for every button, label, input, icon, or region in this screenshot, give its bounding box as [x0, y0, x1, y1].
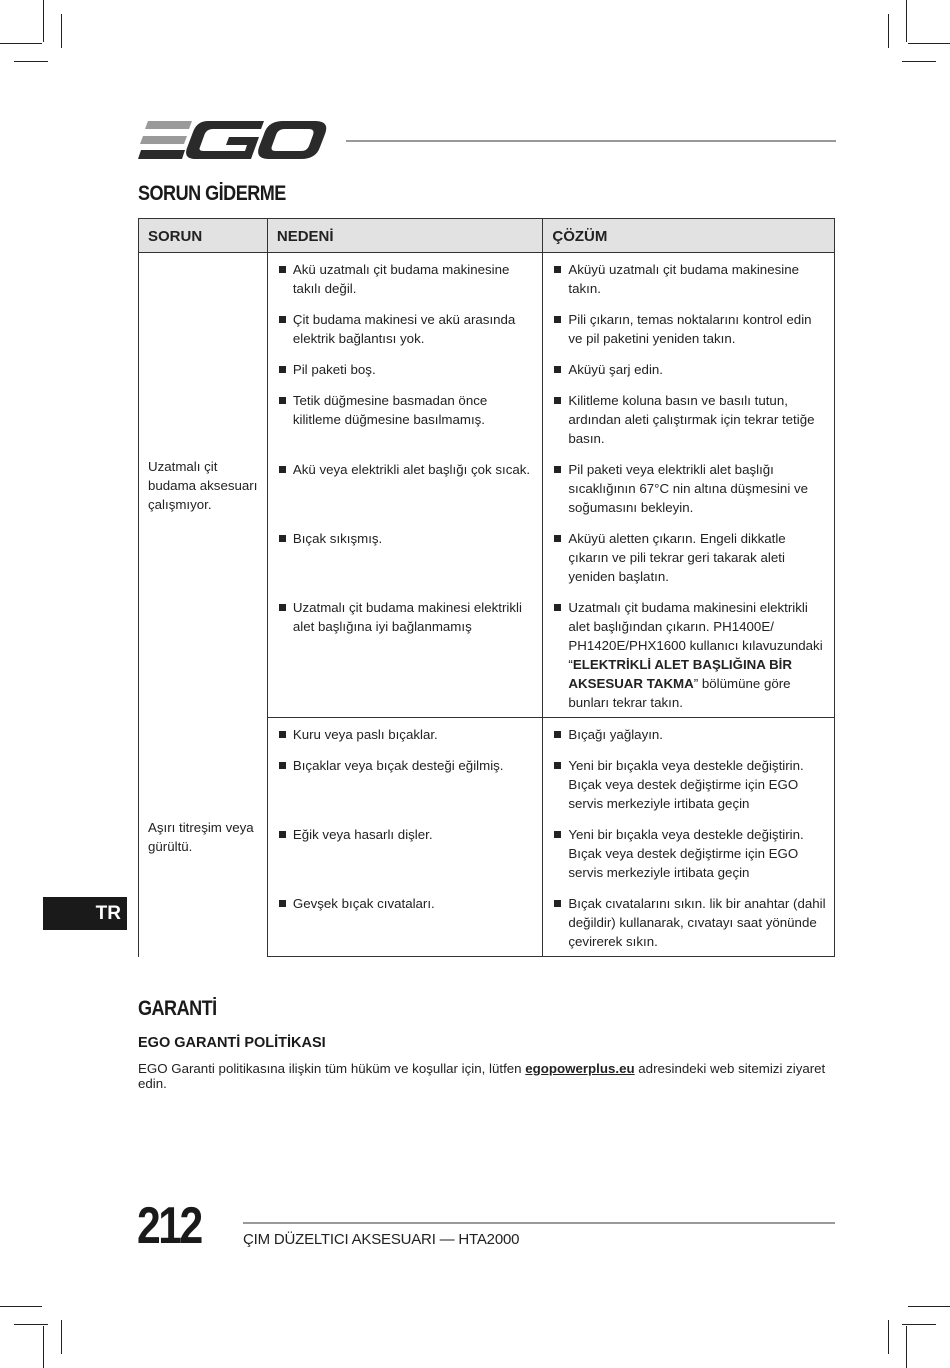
cause-cell: Çit budama makinesi ve akü arasında elektrik bağlantısı yok. — [267, 303, 543, 353]
bullet-icon — [554, 529, 568, 586]
crop-mark — [906, 1326, 907, 1368]
footer-rule — [243, 1222, 835, 1224]
bold-reference: ELEKTRİKLİ ALET BAŞLIĞINA BİR AKSESUAR TAKMA — [568, 657, 792, 691]
crop-mark — [0, 43, 42, 44]
solution-cell: Pil paketi veya elektrikli alet başlığı sıcaklığının 67°C nin altına düşmesini ve soğumasını bekleyin. — [543, 453, 835, 522]
bullet-icon — [279, 756, 293, 775]
bullet-icon — [554, 825, 568, 882]
bullet-icon — [554, 310, 568, 348]
cause-cell: Eğik veya hasarlı dişler. — [267, 818, 543, 887]
bullet-icon — [554, 391, 568, 448]
problem-cell: Uzatmalı çit budama aksesuarı çalışmıyor. — [139, 253, 268, 718]
solution-cell: Yeni bir bıçakla veya destekle değiştirin. Bıçak veya destek değiştirme için EGO servis merkeziyle irtibata geçin — [543, 818, 835, 887]
bullet-icon — [279, 360, 293, 379]
crop-mark — [888, 1320, 889, 1354]
crop-mark — [61, 14, 62, 48]
footer-title: ÇIM DÜZELTICI AKSESUARI — HTA2000 — [243, 1231, 520, 1248]
bullet-icon — [279, 825, 293, 844]
bullet-icon — [554, 360, 568, 379]
crop-mark — [0, 1306, 42, 1307]
solution-cell: Yeni bir bıçakla veya destekle değiştirin. Bıçak veya destek değiştirme için EGO servis merkeziyle irtibata geçin — [543, 749, 835, 818]
cause-cell: Tetik düğmesine basmadan önce kilitleme düğmesine basılmamış. — [267, 384, 543, 453]
solution-cell: Kilitleme koluna basın ve basılı tutun, ardından aleti çalıştırmak için tekrar tetiğe basın. — [543, 384, 835, 453]
cause-cell: Pil paketi boş. — [267, 353, 543, 384]
cause-cell: Kuru veya paslı bıçaklar. — [267, 718, 543, 750]
cause-cell: Gevşek bıçak cıvataları. — [267, 887, 543, 957]
crop-mark — [888, 14, 889, 48]
crop-mark — [61, 1320, 62, 1354]
bullet-icon — [279, 894, 293, 913]
solution-cell: Aküyü aletten çıkarın. Engeli dikkatle çıkarın ve pili tekrar geri takarak aleti yeniden başlatın. — [543, 522, 835, 591]
bullet-icon — [554, 756, 568, 813]
solution-cell: Aküyü uzatmalı çit budama makinesine takın. — [543, 253, 835, 304]
cause-cell: Bıçak sıkışmış. — [267, 522, 543, 591]
solution-cell: Pili çıkarın, temas noktalarını kontrol edin ve pil paketini yeniden takın. — [543, 303, 835, 353]
section-title-warranty: GARANTİ — [138, 997, 217, 1020]
bullet-icon — [554, 598, 568, 712]
crop-mark — [902, 61, 936, 62]
bullet-icon — [279, 460, 293, 479]
ego-logo — [138, 118, 328, 162]
bullet-icon — [279, 725, 293, 744]
bullet-icon — [279, 598, 293, 636]
solution-cell: Aküyü şarj edin. — [543, 353, 835, 384]
solution-cell: Uzatmalı çit budama makinesini elektrikli alet başlığından çıkarın. PH1400E/ PH1420E/PHX1600 kullanıcı kılavuzundaki “ELEKTRİKLİ ALET BAŞLIĞINA BİR AKSESUAR TAKMA” bölümüne göre bunları tekrar takın. — [543, 591, 835, 718]
bullet-icon — [279, 529, 293, 548]
crop-mark — [43, 1326, 44, 1368]
bullet-icon — [554, 460, 568, 517]
table-header-row — [139, 219, 835, 253]
crop-mark — [902, 1324, 936, 1325]
crop-mark — [14, 1324, 48, 1325]
bullet-icon — [554, 894, 568, 951]
crop-mark — [43, 0, 44, 42]
bullet-icon — [279, 391, 293, 429]
cause-cell: Bıçaklar veya bıçak desteği eğilmiş. — [267, 749, 543, 818]
language-tab: TR — [43, 897, 127, 930]
cause-cell: Akü veya elektrikli alet başlığı çok sıcak. — [267, 453, 543, 522]
solution-cell: Bıçak cıvatalarını sıkın. lik bir anahtar (dahil değildir) kullanarak, cıvatayı saat yönünde çevirerek sıkın. — [543, 887, 835, 957]
page-number: 212 — [137, 1197, 201, 1255]
crop-mark — [908, 43, 950, 44]
column-header-cause: NEDENİ — [267, 219, 543, 253]
bullet-icon — [279, 260, 293, 298]
crop-mark — [14, 61, 48, 62]
table-row — [139, 253, 835, 304]
warranty-text: EGO Garanti politikasına ilişkin tüm hüküm ve koşullar için, lütfen egopowerplus.eu adresindeki web sitemizi ziyaret edin. — [138, 1061, 826, 1091]
solution-cell: Bıçağı yağlayın. — [543, 718, 835, 750]
bullet-icon — [554, 260, 568, 298]
troubleshooting-table — [138, 218, 835, 957]
warranty-subtitle: EGO GARANTİ POLİTİKASI — [138, 1035, 326, 1051]
website-link[interactable]: egopowerplus.eu — [525, 1061, 635, 1076]
cause-cell: Akü uzatmalı çit budama makinesine takılı değil. — [267, 253, 543, 304]
bullet-icon — [554, 725, 568, 744]
column-header-solution: ÇÖZÜM — [543, 219, 835, 253]
crop-mark — [906, 0, 907, 42]
column-header-problem: SORUN — [139, 219, 268, 253]
section-title-troubleshooting: SORUN GİDERME — [138, 182, 286, 205]
problem-cell: Aşırı titreşim veya gürültü. — [139, 718, 268, 957]
header-rule — [346, 140, 836, 142]
bullet-icon — [279, 310, 293, 348]
table-row — [139, 718, 835, 750]
crop-mark — [908, 1306, 950, 1307]
cause-cell: Uzatmalı çit budama makinesi elektrikli alet başlığına iyi bağlanmamış — [267, 591, 543, 718]
